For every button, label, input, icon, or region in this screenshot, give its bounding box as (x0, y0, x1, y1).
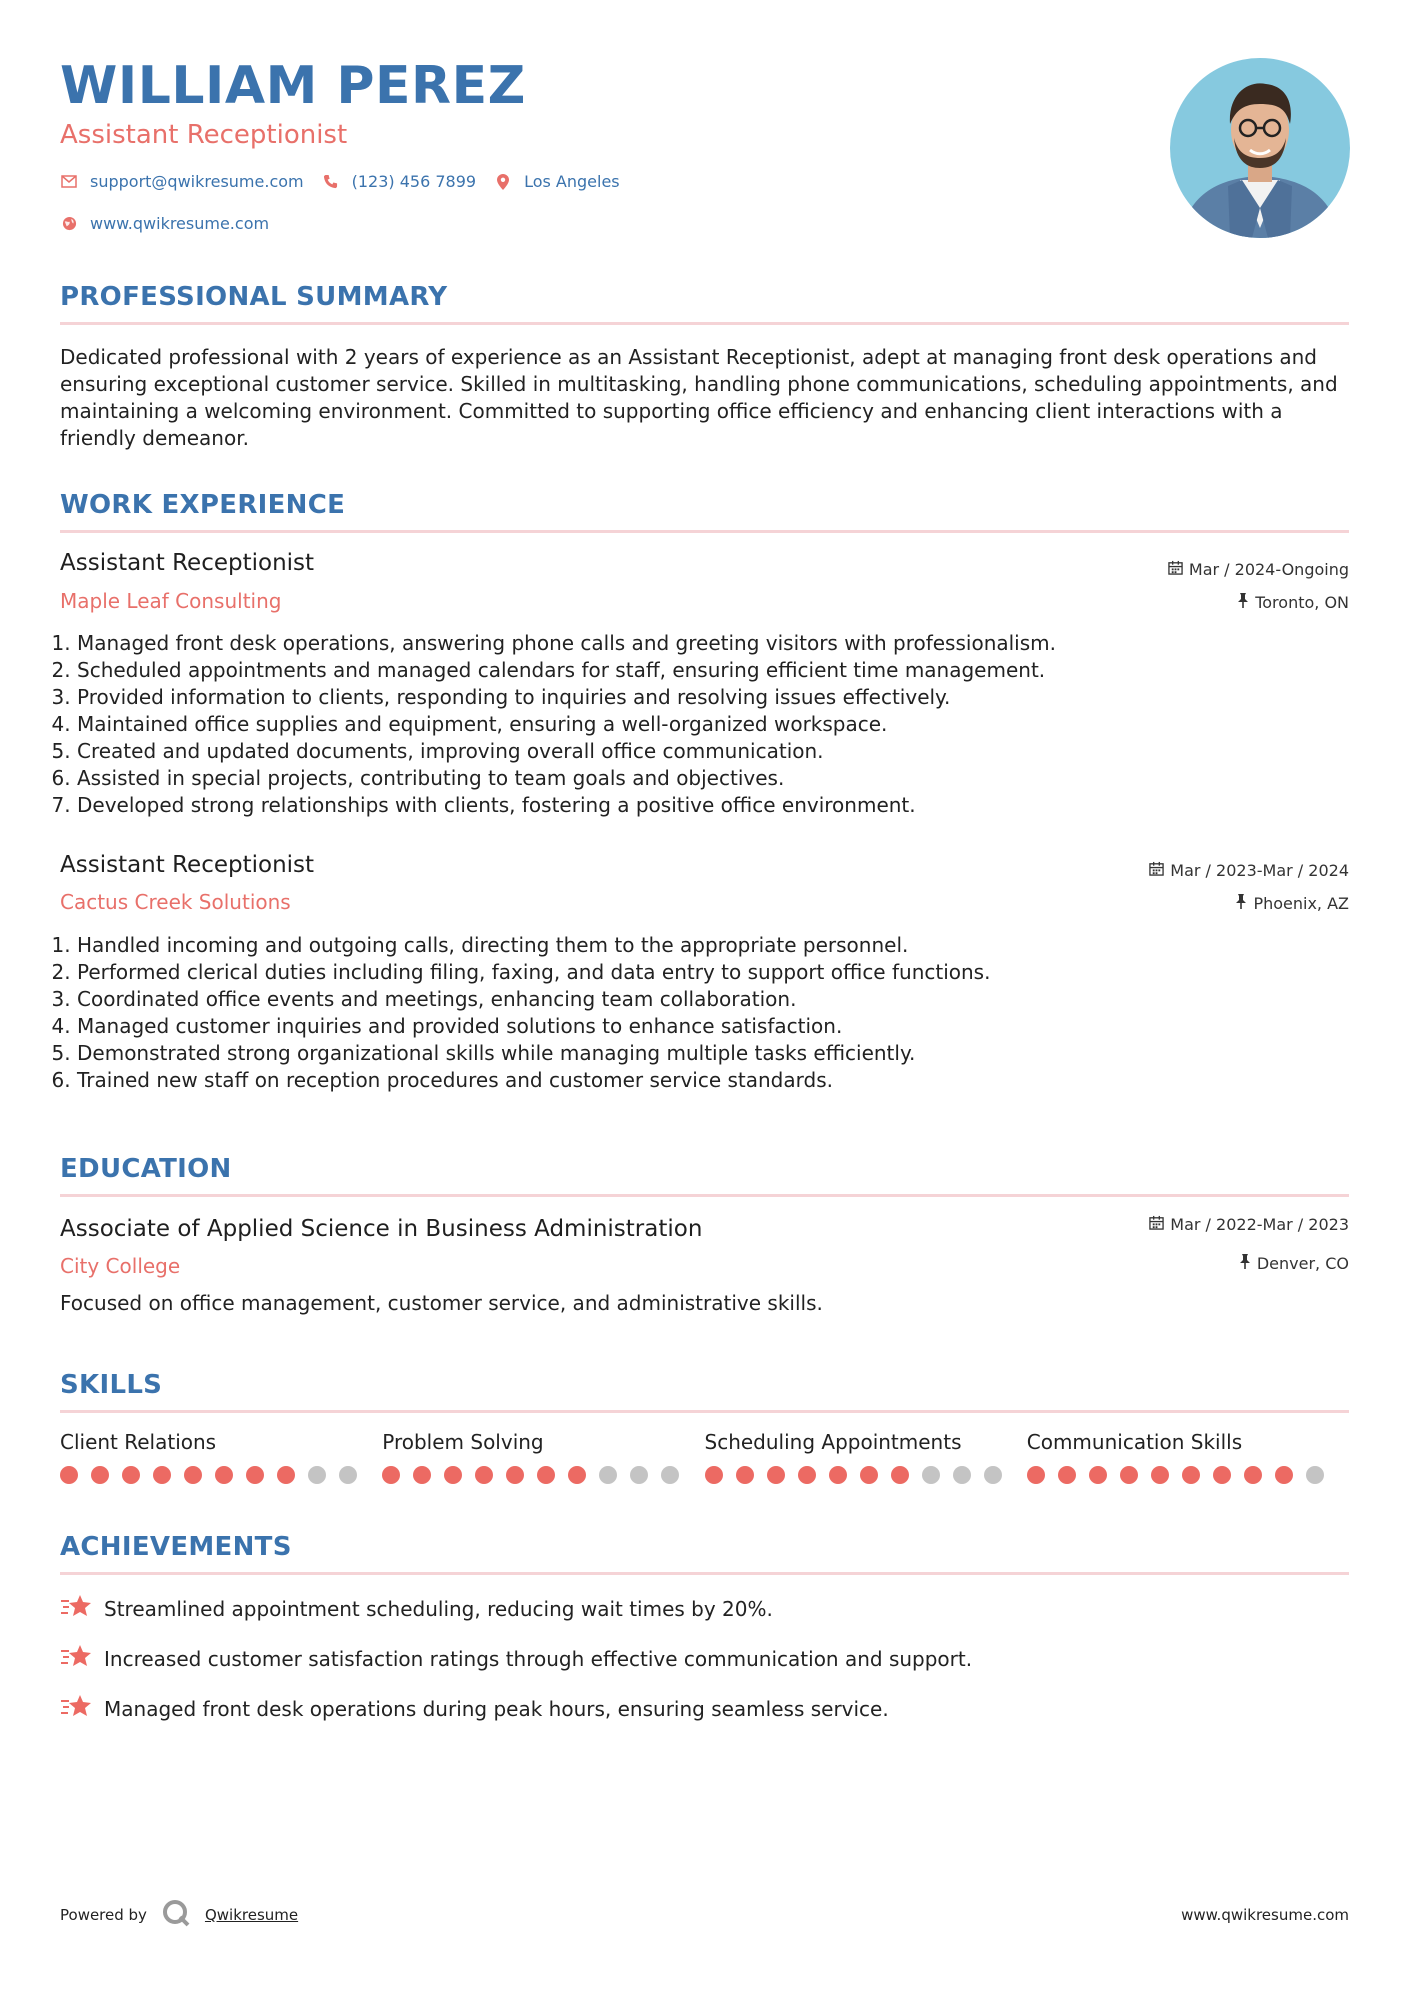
rating-dot-empty (308, 1466, 326, 1484)
duty-item: 5. Demonstrated strong organizational skills while managing multiple tasks efficiently. (77, 1040, 1366, 1067)
rating-dot-filled (444, 1466, 462, 1484)
job-dates-text: Mar / 2024-Ongoing (1188, 560, 1349, 579)
education-location (1239, 1253, 1349, 1273)
footer-powered-by (60, 1898, 298, 1932)
phone-number[interactable]: (123) 456 7899 (351, 172, 477, 191)
job-dates-text: Mar / 2023-Mar / 2024 (1170, 861, 1349, 880)
skills-grid (60, 1430, 1349, 1500)
experience-divider (60, 530, 1349, 533)
rating-dot-filled (767, 1466, 785, 1484)
summary-divider (60, 322, 1349, 325)
skills-heading: SKILLS (60, 1370, 163, 1400)
job-dates (1168, 560, 1349, 579)
duty-item: 3. Coordinated office events and meetings, enhancing team collaboration. (77, 986, 1366, 1013)
rating-dot-filled (475, 1466, 493, 1484)
rating-dot-empty (953, 1466, 971, 1484)
skill-item (705, 1430, 1002, 1484)
phone-icon (322, 174, 340, 189)
duty-item: 3. Provided information to clients, responding to inquiries and resolving issues effectively. (77, 684, 1366, 711)
skill-name: Problem Solving (382, 1430, 544, 1454)
qwikresume-logo-icon (161, 1898, 191, 1932)
achievement-text: Managed front desk operations during peak hours, ensuring seamless service. (104, 1696, 889, 1721)
job-dates (1149, 861, 1349, 880)
company-name: Cactus Creek Solutions (60, 890, 291, 914)
job-title: Assistant Receptionist (60, 550, 315, 576)
skill-name: Client Relations (60, 1430, 217, 1454)
rating-dot-filled (568, 1466, 586, 1484)
achievements-list (60, 1592, 1349, 1742)
rating-dot-filled (798, 1466, 816, 1484)
candidate-name: WILLIAM PEREZ (60, 56, 526, 116)
map-pin-icon (494, 174, 512, 190)
rating-dot-filled (277, 1466, 295, 1484)
globe-icon (60, 216, 78, 231)
rating-dot-empty (630, 1466, 648, 1484)
duty-item: 2. Scheduled appointments and managed calendars for staff, ensuring efficient time management. (77, 657, 1366, 684)
rating-dot-empty (922, 1466, 940, 1484)
rating-dot-filled (184, 1466, 202, 1484)
rating-dot-filled (537, 1466, 555, 1484)
rating-dot-filled (1213, 1466, 1231, 1484)
rating-dot-empty (661, 1466, 679, 1484)
education-divider (60, 1194, 1349, 1197)
rating-dot-empty (984, 1466, 1002, 1484)
education-dates-text: Mar / 2022-Mar / 2023 (1170, 1215, 1349, 1234)
skill-item (382, 1430, 679, 1484)
achievements-heading: ACHIEVEMENTS (60, 1532, 292, 1562)
skill-item (60, 1430, 357, 1484)
education-heading: EDUCATION (60, 1154, 232, 1184)
rating-dot-filled (60, 1466, 78, 1484)
achievement-text: Increased customer satisfaction ratings through effective communication and support. (104, 1646, 973, 1671)
rating-dot-filled (382, 1466, 400, 1484)
skill-rating (60, 1466, 357, 1484)
job-duties-list (60, 932, 1366, 1094)
rating-dot-empty (1306, 1466, 1324, 1484)
calendar-icon (1149, 861, 1164, 880)
rating-dot-filled (829, 1466, 847, 1484)
rating-dot-filled (1089, 1466, 1107, 1484)
duty-item: 4. Maintained office supplies and equipment, ensuring a well-organized workspace. (77, 711, 1366, 738)
rating-dot-filled (153, 1466, 171, 1484)
duty-item: 2. Performed clerical duties including filing, faxing, and data entry to support office functions. (77, 959, 1366, 986)
experience-heading: WORK EXPERIENCE (60, 490, 346, 520)
rating-dot-filled (860, 1466, 878, 1484)
summary-heading: PROFESSIONAL SUMMARY (60, 282, 448, 312)
skill-rating (1027, 1466, 1324, 1484)
rating-dot-filled (891, 1466, 909, 1484)
rating-dot-filled (122, 1466, 140, 1484)
education-dates (1149, 1215, 1349, 1234)
rating-dot-filled (215, 1466, 233, 1484)
rating-dot-filled (1120, 1466, 1138, 1484)
rating-dot-filled (506, 1466, 524, 1484)
rating-dot-filled (91, 1466, 109, 1484)
summary-text: Dedicated professional with 2 years of experience as an Assistant Receptionist, adept at managing front desk operations and ensuring exceptional customer service. Skilled in multitasking, handling phone communications, scheduling appointments, and maintaining a welcoming environment. Committed to supporting office efficiency and enhancing client interactions with a friendly demeanor. (60, 345, 1338, 450)
rating-dot-filled (1027, 1466, 1045, 1484)
duty-item: 1. Managed front desk operations, answering phone calls and greeting visitors with professionalism. (77, 630, 1366, 657)
rating-dot-filled (1244, 1466, 1262, 1484)
company-name: Maple Leaf Consulting (60, 589, 282, 613)
job-location-text: Toronto, ON (1255, 592, 1349, 612)
job-title: Assistant Receptionist (60, 852, 315, 878)
duty-item: 7. Developed strong relationships with clients, fostering a positive office environment. (77, 792, 1366, 819)
calendar-icon (1149, 1215, 1164, 1234)
rating-dot-filled (1151, 1466, 1169, 1484)
skill-item (1027, 1430, 1324, 1484)
rating-dot-empty (339, 1466, 357, 1484)
star-icon (60, 1592, 92, 1625)
rating-dot-filled (246, 1466, 264, 1484)
website-link[interactable]: www.qwikresume.com (90, 214, 270, 233)
rating-dot-filled (413, 1466, 431, 1484)
skill-name: Scheduling Appointments (704, 1430, 962, 1454)
email-link[interactable]: support@qwikresume.com (90, 172, 304, 191)
job-location-text: Phoenix, AZ (1253, 893, 1349, 913)
skills-divider (60, 1410, 1349, 1413)
rating-dot-filled (1182, 1466, 1200, 1484)
rating-dot-filled (1058, 1466, 1076, 1484)
rating-dot-filled (1275, 1466, 1293, 1484)
achievement-item (60, 1692, 1349, 1725)
website-row (60, 214, 269, 233)
job-location (1235, 893, 1349, 913)
achievement-item (60, 1642, 1349, 1675)
pushpin-icon (1239, 1253, 1251, 1273)
star-icon (60, 1692, 92, 1725)
achievement-text: Streamlined appointment scheduling, reducing wait times by 20%. (104, 1596, 773, 1621)
degree-title: Associate of Applied Science in Business Administration (60, 1216, 703, 1242)
duty-item: 1. Handled incoming and outgoing calls, directing them to the appropriate personnel. (77, 932, 1366, 959)
achievement-item (60, 1592, 1349, 1625)
job-location (1237, 592, 1349, 612)
qwikresume-link[interactable]: Qwikresume (204, 1906, 299, 1924)
skill-name: Communication Skills (1026, 1430, 1243, 1454)
envelope-icon (60, 175, 78, 188)
achievements-divider (60, 1572, 1349, 1575)
job-duties-list (60, 630, 1366, 819)
location-text: Los Angeles (524, 172, 620, 191)
education-description: Focused on office management, customer service, and administrative skills. (60, 1291, 823, 1315)
powered-by-label: Powered by (60, 1906, 147, 1924)
rating-dot-filled (736, 1466, 754, 1484)
duty-item: 5. Created and updated documents, improving overall office communication. (77, 738, 1366, 765)
duty-item: 4. Managed customer inquiries and provided solutions to enhance satisfaction. (77, 1013, 1366, 1040)
school-name: City College (60, 1254, 181, 1278)
duty-item: 6. Trained new staff on reception procedures and customer service standards. (77, 1067, 1366, 1094)
skill-rating (705, 1466, 1002, 1484)
star-icon (60, 1642, 92, 1675)
pushpin-icon (1235, 893, 1247, 913)
footer-website[interactable]: www.qwikresume.com (1181, 1906, 1349, 1924)
duty-item: 6. Assisted in special projects, contributing to team goals and objectives. (77, 765, 1366, 792)
profile-photo (1170, 58, 1350, 238)
contact-row (60, 172, 620, 191)
pushpin-icon (1237, 592, 1249, 612)
skill-rating (382, 1466, 679, 1484)
education-location-text: Denver, CO (1256, 1253, 1349, 1273)
rating-dot-filled (705, 1466, 723, 1484)
rating-dot-empty (599, 1466, 617, 1484)
candidate-role: Assistant Receptionist (60, 120, 348, 150)
calendar-icon (1168, 560, 1183, 579)
